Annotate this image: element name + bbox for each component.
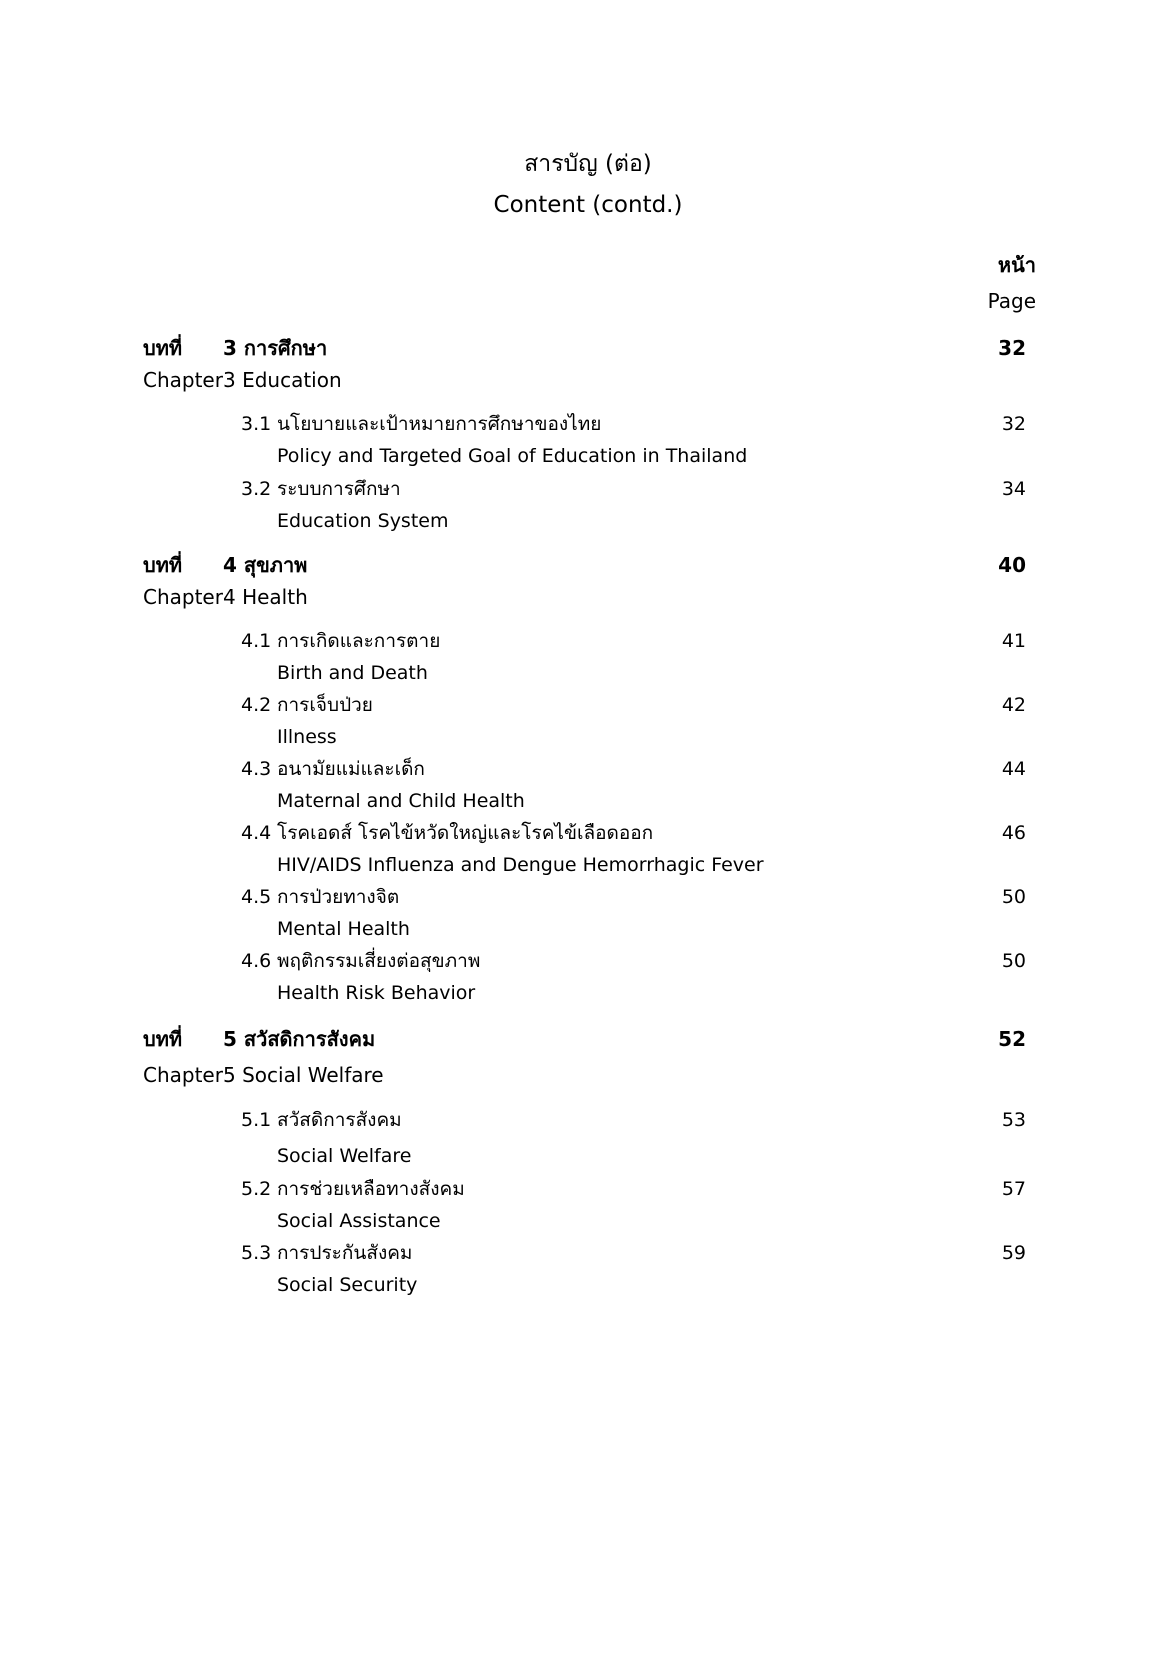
section-4-3-thai-row: [0, 754, 1176, 784]
section-5-1-thai-row: [0, 1105, 1176, 1135]
section-number: 4.6: [241, 950, 272, 972]
chapter-word-thai: บทที่: [143, 1027, 183, 1051]
section-title-thai: ระบบการศึกษา: [277, 478, 401, 500]
section-4-2-thai-row: [0, 690, 1176, 720]
chapter-3-thai-row: [0, 333, 1176, 363]
section-title-english: Mental Health: [277, 918, 410, 940]
section-page-number: 50: [1001, 950, 1026, 972]
section-title-thai: การเกิดและการตาย: [277, 630, 441, 652]
section-number: 4.1: [241, 630, 272, 652]
section-title-english: Education System: [277, 510, 449, 532]
section-page-number: 53: [1001, 1109, 1026, 1131]
chapter-word-thai: บทที่: [143, 336, 183, 360]
chapter-word-thai: บทที่: [143, 553, 183, 577]
section-number: 5.1: [241, 1109, 272, 1131]
chapter-5-thai-row: [0, 1024, 1176, 1054]
chapter-word-english: Chapter: [143, 1063, 223, 1087]
section-5-3-english-row: [0, 1270, 1176, 1300]
section-3-1-english-row: [0, 441, 1176, 471]
section-number: 4.5: [241, 886, 272, 908]
chapter-title-english: 4 Health: [223, 585, 308, 609]
section-4-1-english-row: [0, 658, 1176, 688]
section-title-thai: สวัสดิการสังคม: [277, 1109, 402, 1131]
section-page-number: 46: [1001, 822, 1026, 844]
chapter-title-thai: 4 สุขภาพ: [223, 553, 308, 577]
section-4-6-thai-row: [0, 946, 1176, 976]
section-title-thai: อนามัยแม่และเด็ก: [277, 758, 425, 780]
page-column-header-thai: หน้า: [997, 253, 1036, 277]
section-4-4-thai-row: [0, 818, 1176, 848]
chapter-page-number: 52: [998, 1027, 1026, 1051]
chapter-title-english: 5 Social Welfare: [223, 1063, 384, 1087]
section-number: 4.4: [241, 822, 272, 844]
chapter-4-english-row: [0, 582, 1176, 612]
section-title-thai: การป่วยทางจิต: [277, 886, 400, 908]
section-5-2-thai-row: [0, 1174, 1176, 1204]
section-4-6-english-row: [0, 978, 1176, 1008]
chapter-3-english-row: [0, 365, 1176, 395]
section-page-number: 44: [1001, 758, 1026, 780]
section-4-2-english-row: [0, 722, 1176, 752]
section-title-thai: นโยบายและเป้าหมายการศึกษาของไทย: [277, 413, 602, 435]
section-number: 4.2: [241, 694, 272, 716]
section-title-thai: การช่วยเหลือทางสังคม: [277, 1178, 465, 1200]
chapter-5-english-row: [0, 1060, 1176, 1090]
section-page-number: 41: [1001, 630, 1026, 652]
section-number: 4.3: [241, 758, 272, 780]
section-page-number: 50: [1001, 886, 1026, 908]
chapter-title-english: 3 Education: [223, 368, 342, 392]
section-page-number: 34: [1001, 478, 1026, 500]
chapter-word-english: Chapter: [143, 585, 223, 609]
section-title-english: Health Risk Behavior: [277, 982, 476, 1004]
chapter-page-number: 32: [998, 336, 1026, 360]
section-page-number: 57: [1001, 1178, 1026, 1200]
section-title-english: HIV/AIDS Influenza and Dengue Hemorrhagic Fever: [277, 854, 764, 876]
chapter-page-number: 40: [998, 553, 1026, 577]
section-title-thai: การเจ็บป่วย: [277, 694, 373, 716]
section-title-thai: พฤติกรรมเสี่ยงต่อสุขภาพ: [277, 950, 481, 972]
chapter-word-english: Chapter: [143, 368, 223, 392]
section-title-thai: การประกันสังคม: [277, 1242, 413, 1264]
section-title-english: Social Security: [277, 1274, 418, 1296]
section-title-english: Birth and Death: [277, 662, 428, 684]
section-title-english: Illness: [277, 726, 337, 748]
section-3-2-english-row: [0, 506, 1176, 536]
section-number: 3.2: [241, 478, 272, 500]
section-page-number: 59: [1001, 1242, 1026, 1264]
toc-title-thai: สารบัญ (ต่อ): [524, 151, 652, 177]
section-page-number: 42: [1001, 694, 1026, 716]
chapter-4-thai-row: [0, 550, 1176, 580]
section-4-4-english-row: [0, 850, 1176, 880]
section-5-3-thai-row: [0, 1238, 1176, 1268]
section-5-2-english-row: [0, 1206, 1176, 1236]
section-number: 5.2: [241, 1178, 272, 1200]
section-title-english: Policy and Targeted Goal of Education in Thailand: [277, 445, 748, 467]
section-number: 3.1: [241, 413, 272, 435]
section-5-1-english-row: [0, 1141, 1176, 1171]
toc-title-english: Content (contd.): [493, 192, 683, 218]
section-page-number: 32: [1001, 413, 1026, 435]
section-3-2-thai-row: [0, 474, 1176, 504]
section-4-5-thai-row: [0, 882, 1176, 912]
section-4-3-english-row: [0, 786, 1176, 816]
section-3-1-thai-row: [0, 409, 1176, 439]
section-title-thai: โรคเอดส์ โรคไข้หวัดใหญ่และโรคไข้เลือดออก: [277, 822, 654, 844]
section-title-english: Maternal and Child Health: [277, 790, 525, 812]
section-title-english: Social Assistance: [277, 1210, 441, 1232]
page-column-header-english: Page: [987, 289, 1036, 313]
chapter-title-thai: 5 สวัสดิการสังคม: [223, 1027, 376, 1051]
chapter-title-thai: 3 การศึกษา: [223, 336, 328, 360]
section-title-english: Social Welfare: [277, 1145, 412, 1167]
section-4-5-english-row: [0, 914, 1176, 944]
section-number: 5.3: [241, 1242, 272, 1264]
section-4-1-thai-row: [0, 626, 1176, 656]
